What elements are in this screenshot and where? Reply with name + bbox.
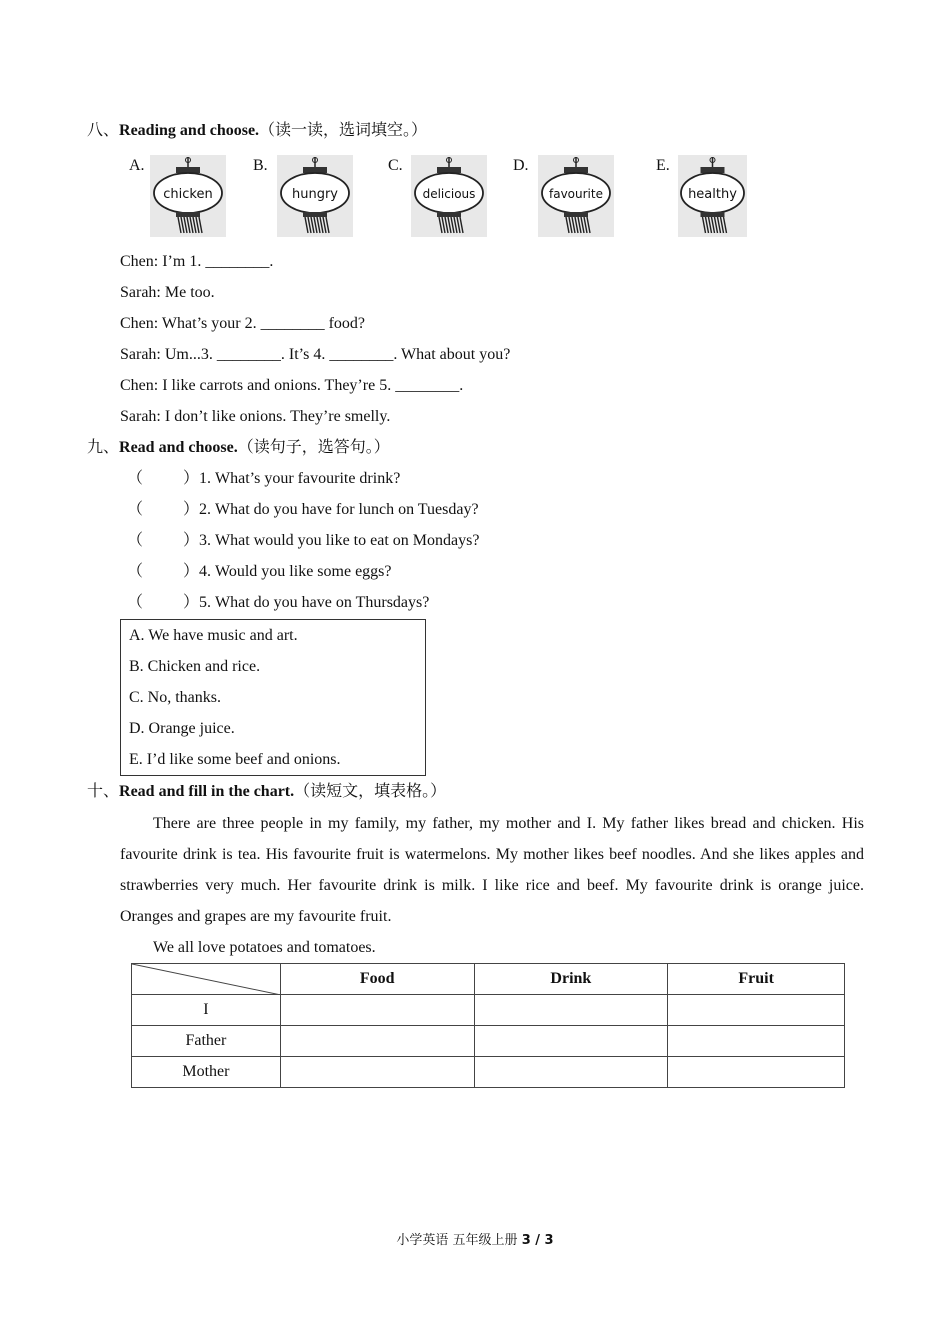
section-10-number: 十、 <box>87 783 120 800</box>
chart-cell[interactable] <box>474 995 668 1026</box>
diagonal-line <box>132 964 281 995</box>
lantern-icon <box>277 155 353 237</box>
chart-cell[interactable] <box>668 1026 845 1057</box>
chart-cell[interactable] <box>474 1026 668 1057</box>
lantern-favourite <box>538 155 614 237</box>
open-paren: （ <box>127 501 144 518</box>
lantern-icon <box>678 155 747 237</box>
section-10-heading <box>87 782 446 802</box>
open-paren: （ <box>127 563 144 580</box>
question-text: 2. What do you have for lunch on Tuesday? <box>199 501 479 518</box>
lantern-chicken <box>150 155 226 237</box>
lantern-healthy <box>678 155 747 237</box>
section-10-title: Read and fill in the chart. <box>119 783 295 800</box>
table-row <box>132 1026 845 1057</box>
open-paren: （ <box>127 594 144 611</box>
chart-header-row <box>132 964 845 995</box>
section-8-heading <box>87 121 427 141</box>
answer-option: D. Orange juice. <box>129 720 235 737</box>
section-8-number: 八、 <box>87 122 120 139</box>
footer-text: 小学英语 五年级上册 <box>396 1233 518 1248</box>
reading-paragraph-2: We all love potatoes and tomatoes. <box>153 939 376 956</box>
section-9-heading <box>87 438 390 458</box>
close-paren: ） <box>183 470 200 487</box>
option-letter-c: C. <box>388 157 403 174</box>
section-9-title: Read and choose. <box>119 439 238 456</box>
question-item <box>127 593 429 613</box>
question-item <box>127 531 479 551</box>
dialogue-line: Sarah: I don’t like onions. They’re smelly. <box>120 408 391 425</box>
close-paren: ） <box>183 594 200 611</box>
lantern-hungry <box>277 155 353 237</box>
dialogue-line: Chen: I like carrots and onions. They’re 5. ________. <box>120 377 464 394</box>
fill-in-chart <box>131 963 845 1088</box>
lantern-delicious <box>411 155 487 237</box>
row-label-i: I <box>132 995 281 1026</box>
section-9-note: （读句子，选答句。） <box>237 439 390 456</box>
dialogue-line: Sarah: Um...3. ________. It’s 4. ________. What about you? <box>120 346 511 363</box>
page-number: 3 / 3 <box>521 1233 554 1248</box>
section-10-note: （读短文，填表格。） <box>294 783 447 800</box>
question-item <box>127 562 392 582</box>
chart-cell[interactable] <box>474 1057 668 1088</box>
chart-cell[interactable] <box>668 1057 845 1088</box>
diagonal-corner-cell <box>132 964 281 995</box>
chart-header-drink: Drink <box>474 964 668 995</box>
section-8-title: Reading and choose. <box>119 122 260 139</box>
answer-options-box <box>120 619 426 776</box>
question-text: 3. What would you like to eat on Mondays? <box>199 532 480 549</box>
open-paren: （ <box>127 470 144 487</box>
open-paren: （ <box>127 532 144 549</box>
option-letter-e: E. <box>656 157 670 174</box>
lantern-icon <box>150 155 226 237</box>
answer-option: E. I’d like some beef and onions. <box>129 751 341 768</box>
question-item <box>127 500 479 520</box>
chart-cell[interactable] <box>280 1026 474 1057</box>
close-paren: ） <box>183 563 200 580</box>
table-row <box>132 1057 845 1088</box>
chart-header-fruit: Fruit <box>668 964 845 995</box>
option-letter-d: D. <box>513 157 529 174</box>
chart-cell[interactable] <box>668 995 845 1026</box>
lantern-icon <box>538 155 614 237</box>
chart-header-food: Food <box>280 964 474 995</box>
question-text: 1. What’s your favourite drink? <box>199 470 401 487</box>
table-row <box>132 995 845 1026</box>
answer-option: B. Chicken and rice. <box>129 658 261 675</box>
lantern-word: hungry <box>291 187 339 202</box>
row-label-mother: Mother <box>132 1057 281 1088</box>
question-text: 4. Would you like some eggs? <box>199 563 392 580</box>
chart-cell[interactable] <box>280 1057 474 1088</box>
lantern-word: healthy <box>688 187 737 202</box>
option-letter-b: B. <box>253 157 268 174</box>
dialogue-line: Chen: I’m 1. ________. <box>120 253 274 270</box>
lantern-word: delicious <box>422 187 476 201</box>
question-text: 5. What do you have on Thursdays? <box>199 594 430 611</box>
dialogue-line: Chen: What’s your 2. ________ food? <box>120 315 366 332</box>
option-letter-a: A. <box>129 157 145 174</box>
close-paren: ） <box>183 532 200 549</box>
lantern-icon <box>411 155 487 237</box>
answer-option: A. We have music and art. <box>129 627 298 644</box>
lantern-word: chicken <box>163 187 213 202</box>
lantern-word: favourite <box>549 187 603 201</box>
answer-option: C. No, thanks. <box>129 689 221 706</box>
page-footer <box>0 1229 950 1248</box>
row-label-father: Father <box>132 1026 281 1057</box>
reading-paragraph: There are three people in my family, my father, my mother and I. My father likes bread and chicken. His favourite drink is tea. His favourite fruit is watermelons. My mother likes beef noodles. And she likes apples and strawberries very much. Her favourite drink is milk. I like rice and beef. My favourite drink is orange juice. Oranges and grapes are my favourite fruit. <box>120 815 864 925</box>
section-9-number: 九、 <box>87 439 120 456</box>
chart-cell[interactable] <box>280 995 474 1026</box>
dialogue-line: Sarah: Me too. <box>120 284 215 301</box>
section-8-note: （读一读，选词填空。） <box>259 122 428 139</box>
close-paren: ） <box>183 501 200 518</box>
question-item <box>127 469 400 489</box>
